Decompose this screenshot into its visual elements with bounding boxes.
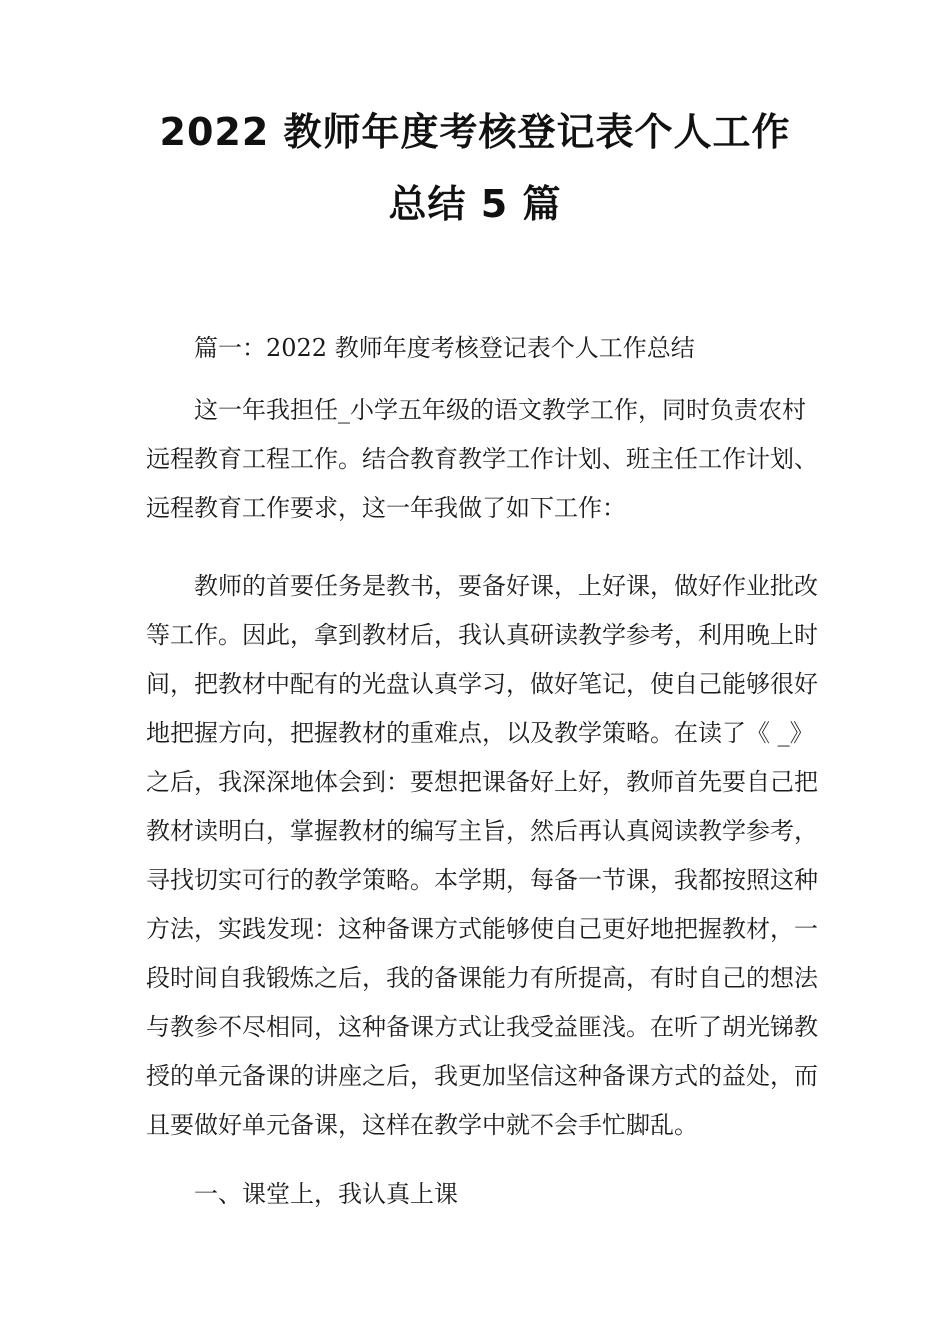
paragraph-line: 等工作。因此，拿到教材后，我认真研读教学参考，利用晚上时	[146, 621, 818, 649]
section-heading-text: 篇一：2022 教师年度考核登记表个人工作总结	[194, 334, 695, 362]
subheading-text: 一、课堂上，我认真上课	[194, 1180, 458, 1208]
paragraph-line: 教材读明白，掌握教材的编写主旨，然后再认真阅读教学参考，	[146, 817, 818, 845]
paragraph-line: 与教参不尽相同，这种备课方式让我受益匪浅。在听了胡光锑教	[146, 1013, 818, 1041]
paragraph-line: 这一年我担任_小学五年级的语文教学工作，同时负责农村	[194, 396, 806, 424]
paragraph-line: 寻找切实可行的教学策略。本学期，每备一节课，我都按照这种	[146, 866, 818, 894]
paragraph-line: 段时间自我锻炼之后，我的备课能力有所提高，有时自己的想法	[146, 964, 818, 992]
paragraph-line: 方法，实践发现：这种备课方式能够使自己更好地把握教材，一	[146, 915, 818, 943]
document-title-line-1: 2022 教师年度考核登记表个人工作	[159, 110, 791, 154]
main-paragraph	[146, 562, 818, 1150]
intro-paragraph	[146, 386, 818, 533]
paragraph-line: 之后，我深深地体会到：要想把课备好上好，教师首先要自己把	[146, 768, 818, 796]
subheading	[146, 1170, 806, 1219]
paragraph-line: 远程教育工程工作。结合教育教学工作计划、班主任工作计划、	[146, 445, 818, 473]
paragraph-line: 地把握方向，把握教材的重难点，以及教学策略。在读了《 _》	[146, 719, 814, 747]
paragraph-line: 远程教育工作要求，这一年我做了如下工作：	[146, 494, 626, 522]
paragraph-line: 间，把教材中配有的光盘认真学习，做好笔记，使自己能够很好	[146, 670, 818, 698]
section-heading	[146, 324, 806, 373]
paragraph-line: 教师的首要任务是教书，要备好课，上好课，做好作业批改	[194, 572, 818, 600]
paragraph-line: 授的单元备课的讲座之后，我更加坚信这种备课方式的益处，而	[146, 1062, 818, 1090]
document-title-line-2: 总结 5 篇	[388, 182, 562, 226]
paragraph-line: 且要做好单元备课，这样在教学中就不会手忙脚乱。	[146, 1111, 698, 1139]
